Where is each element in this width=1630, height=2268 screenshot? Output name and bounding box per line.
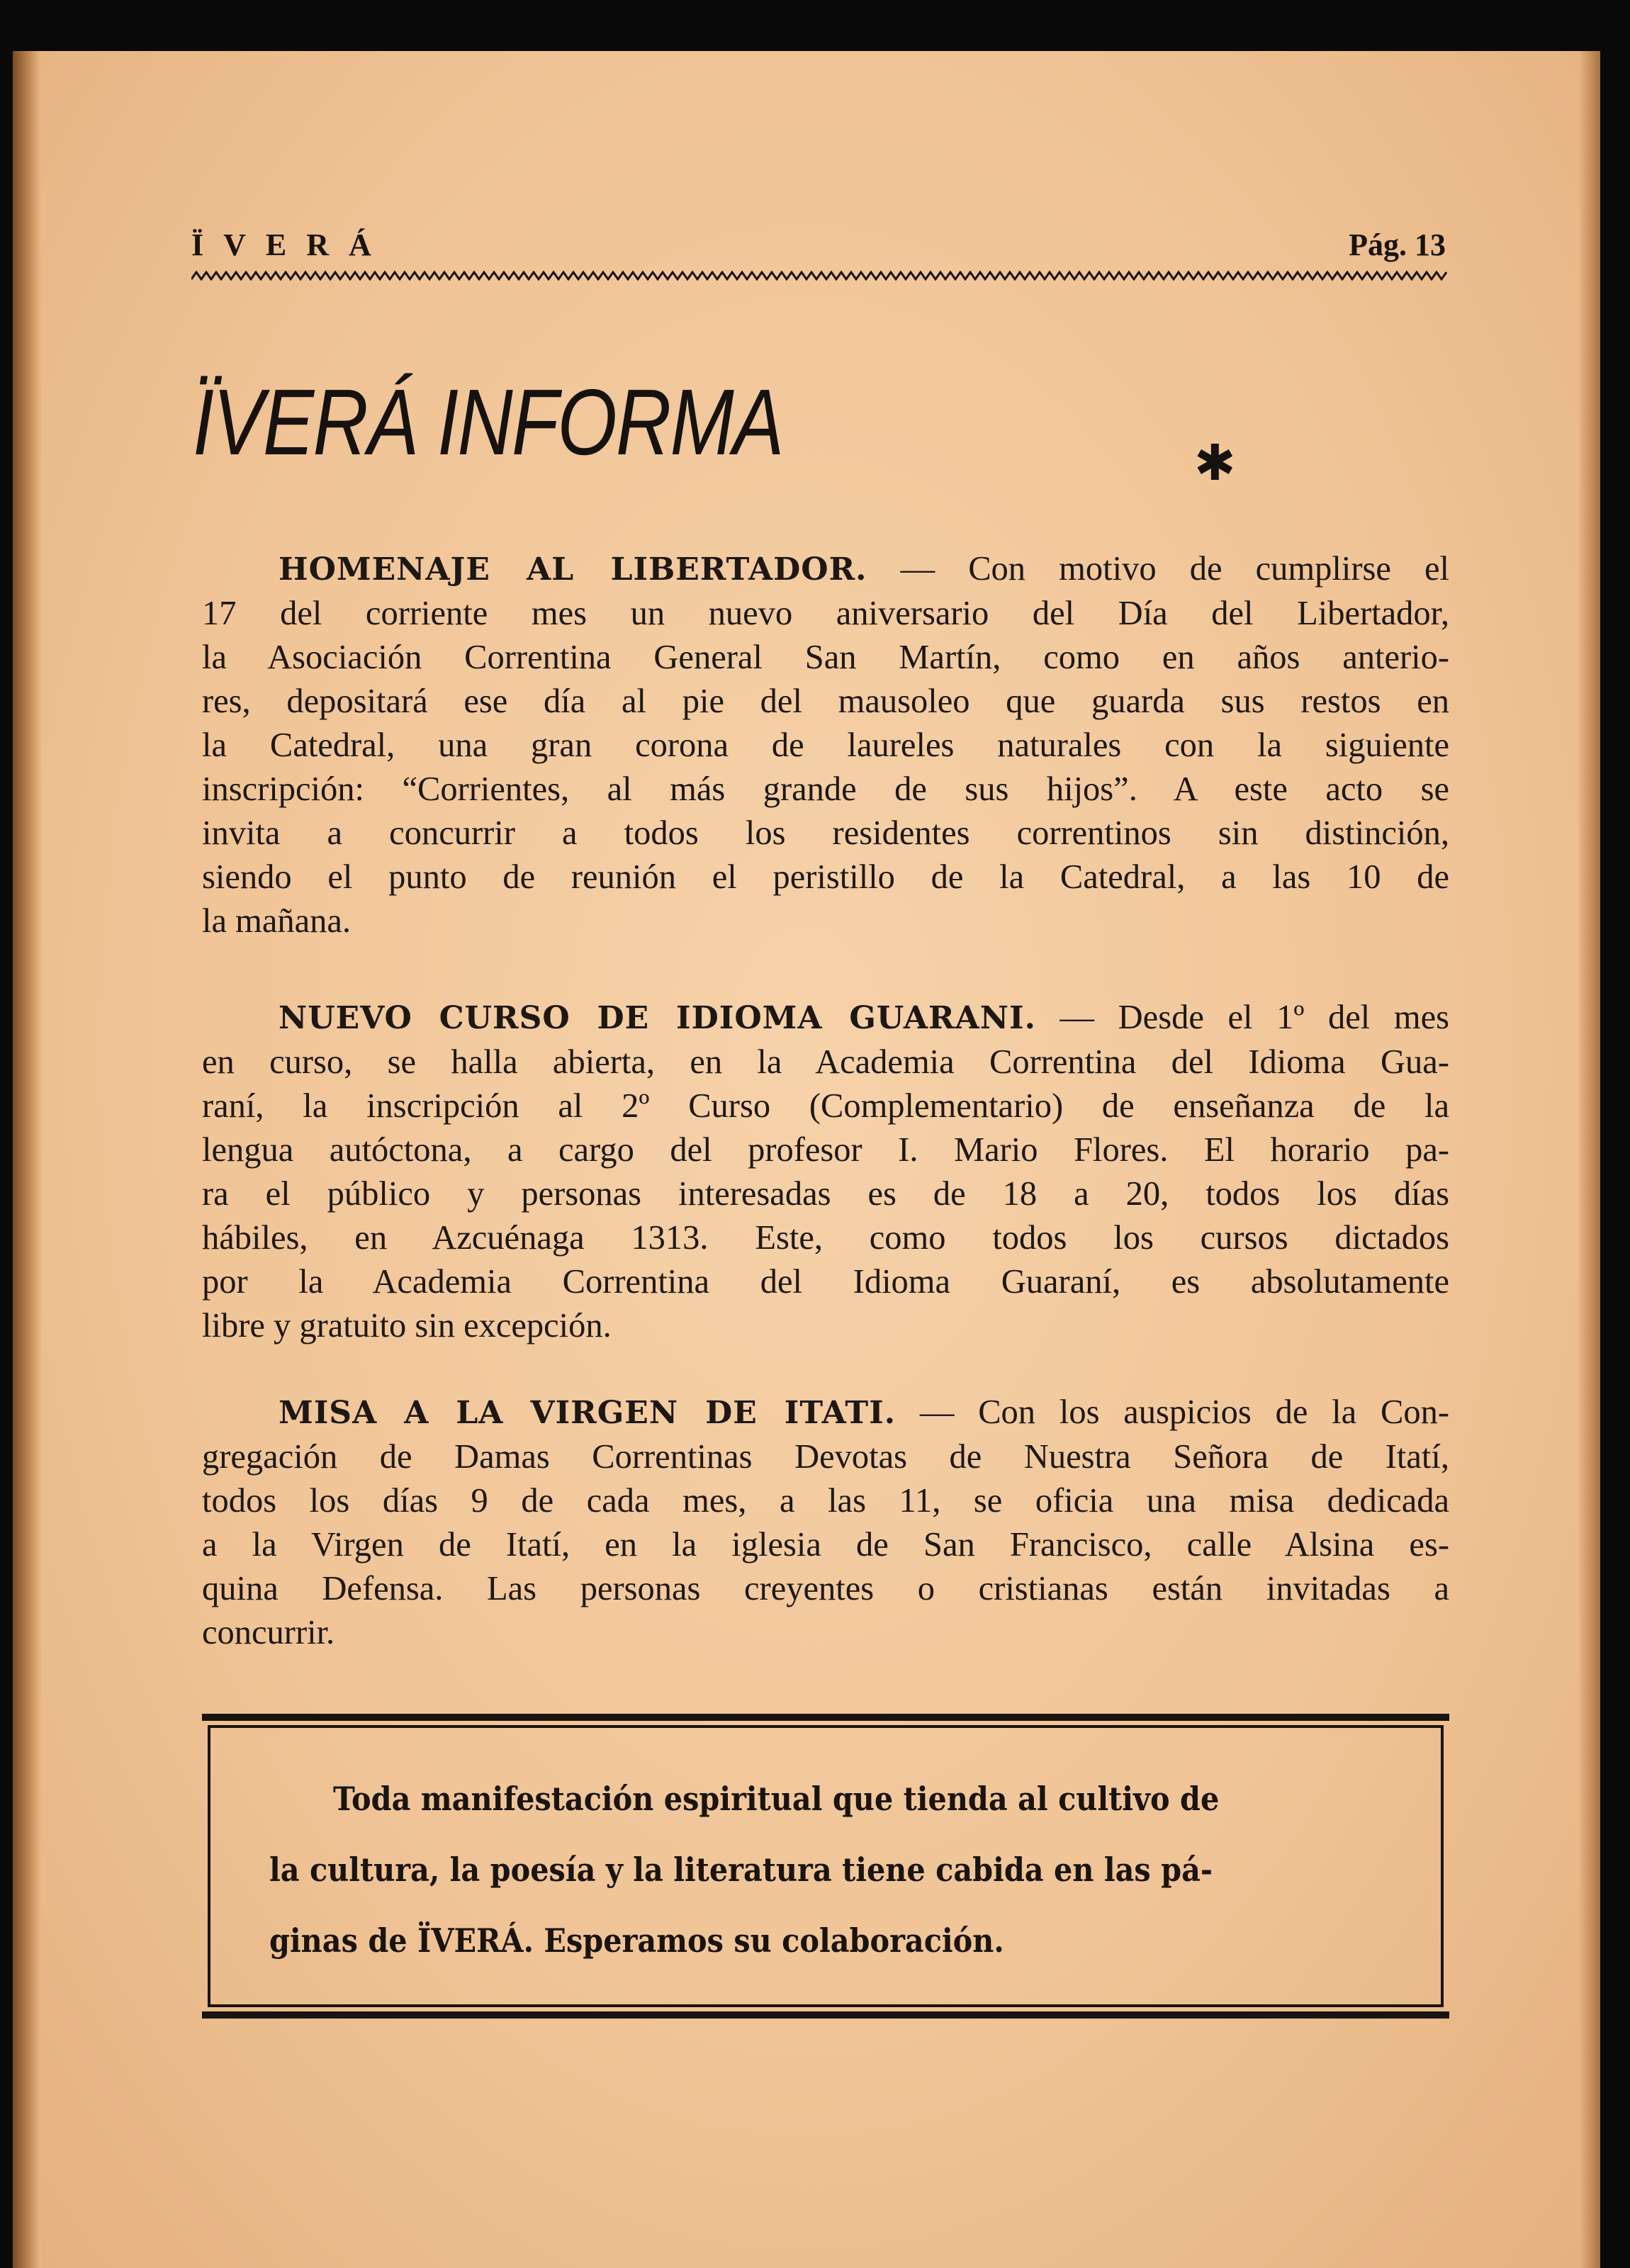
article-line: lengua autóctona, a cargo del profesor I. Mario Flores. El horario pa-	[202, 1131, 1449, 1169]
notice-text	[269, 1763, 1354, 1976]
zigzag-rule	[191, 271, 1449, 281]
notice-line: ginas de ÏVERÁ. Esperamos su colaboración.	[269, 1921, 1004, 1960]
article-line: libre y gratuito sin excepción.	[202, 1307, 612, 1344]
article-line: a la Virgen de Itatí, en la iglesia de San Francisco, calle Alsina es-	[202, 1526, 1449, 1564]
article-line: la mañana.	[202, 902, 352, 940]
article-line: hábiles, en Azcuénaga 1313. Este, como todos los cursos dictados	[202, 1219, 1449, 1257]
article-line: inscripción: “Corrientes, al más grande de sus hijos”. A este acto se	[202, 770, 1449, 808]
article-line: siendo el punto de reunión el peristillo de la Catedral, a las 10 de	[202, 858, 1449, 896]
page-number: Pág. 13	[1349, 228, 1446, 262]
page-edge	[1579, 51, 1600, 2268]
article-line: por la Academia Correntina del Idioma Guaraní, es absolutamente	[202, 1263, 1449, 1301]
notice-line: Toda manifestación espiritual que tienda al cultivo de	[333, 1780, 1220, 1818]
article-homenaje	[202, 547, 1449, 943]
page-spine	[13, 51, 41, 2268]
article-line: todos los días 9 de cada mes, a las 11, se oficia una misa dedicada	[202, 1482, 1449, 1520]
article-line: la Asociación Correntina General San Martín, como en años anterio-	[202, 639, 1449, 676]
article-line: raní, la inscripción al 2º Curso (Complementario) de enseñanza de la	[202, 1087, 1449, 1125]
article-heading: MISA A LA VIRGEN DE ITATI.	[279, 1395, 896, 1431]
article-line: HOMENAJE AL LIBERTADOR. — Con motivo de cumplirse el	[279, 550, 1449, 588]
notice-line: la cultura, la poesía y la literatura tiene cabida en las pá-	[269, 1851, 1213, 1889]
running-header	[191, 227, 1446, 269]
article-heading: NUEVO CURSO DE IDIOMA GUARANI.	[279, 1000, 1036, 1036]
article-line: res, depositará ese día al pie del mausoleo que guarda sus restos en	[202, 683, 1449, 720]
article-guarani	[202, 996, 1449, 1348]
article-line: MISA A LA VIRGEN DE ITATI. — Con los auspicios de la Con-	[279, 1393, 1450, 1431]
notice-box	[202, 1714, 1449, 2019]
article-line: NUEVO CURSO DE IDIOMA GUARANI. — Desde el 1º del mes	[279, 999, 1449, 1036]
article-line: concurrir.	[202, 1614, 335, 1651]
article-line: gregación de Damas Correntinas Devotas de Nuestra Señora de Itatí,	[202, 1438, 1449, 1476]
section-title: ÏVERÁ INFORMA	[193, 370, 783, 474]
article-line: invita a concurrir a todos los residentes correntinos sin distinción,	[202, 814, 1449, 852]
article-line: la Catedral, una gran corona de laureles naturales con la siguiente	[202, 726, 1449, 764]
star-icon: ✱	[1194, 437, 1236, 491]
article-line: quina Defensa. Las personas creyentes o cristianas están invitadas a	[202, 1570, 1449, 1607]
article-heading: HOMENAJE AL LIBERTADOR.	[279, 551, 867, 588]
article-misa	[202, 1391, 1449, 1655]
journal-name: ÏVERÁ	[191, 228, 391, 262]
article-line: en curso, se halla abierta, en la Academia Correntina del Idioma Gua-	[202, 1043, 1449, 1081]
article-line: ra el público y personas interesadas es de 18 a 20, todos los días	[202, 1175, 1449, 1213]
article-line: 17 del corriente mes un nuevo aniversario del Día del Libertador,	[202, 595, 1449, 632]
